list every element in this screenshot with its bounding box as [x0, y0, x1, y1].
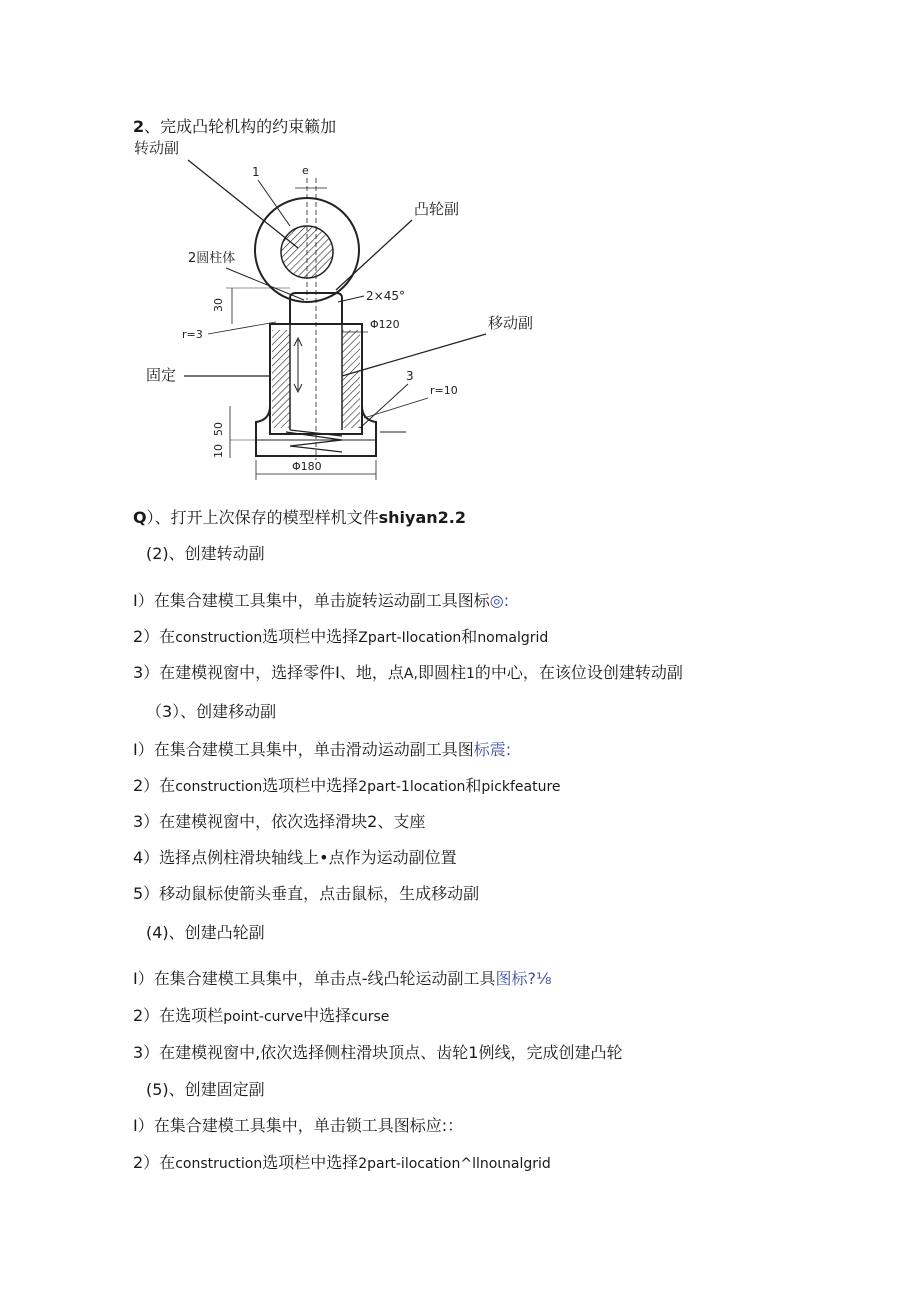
section-2-title-text: (2)、创建转动副 [146, 544, 265, 563]
s2-item-1-text: I）在集合建模工具集中，单击旋转运动副工具图标 [133, 591, 490, 610]
heading-number: 2 [133, 117, 145, 136]
s4-i2-c: 中选择 [303, 1006, 352, 1025]
step-1-text: ）、打开上次保存的模型样机文件 [146, 508, 379, 527]
label-revolute-joint: 转动副 [134, 140, 180, 157]
label-part-1: 1 [252, 165, 260, 179]
s2-i2-f: nomalgrid [477, 630, 549, 646]
cam-mechanism-figure [130, 140, 540, 485]
dim-10: 10 [212, 444, 225, 458]
label-cylinder: 2圆柱体 [188, 251, 236, 266]
s2-item-2 [133, 627, 548, 648]
s3-item-3 [133, 812, 425, 832]
dim-50: 50 [212, 422, 225, 436]
s2-i2-d: Zpart-Ilocation [358, 630, 462, 646]
s5-item-1 [133, 1116, 463, 1136]
label-phi180: Φ180 [292, 460, 322, 473]
label-r10: r=10 [430, 384, 458, 397]
s3-i2-c: 选项栏中选择 [262, 776, 359, 795]
section-4-title-text: (4)、创建凸轮副 [146, 923, 265, 942]
dim-30: 30 [212, 298, 225, 312]
section-heading [133, 117, 336, 137]
step-1-prefix: Q [133, 508, 147, 527]
housing-wall-right [342, 330, 360, 428]
section-3-title [146, 702, 276, 722]
label-r3: r=3 [182, 328, 203, 341]
s3-item-5 [133, 884, 479, 904]
s3-i2-e: 和 [465, 776, 482, 795]
s5-i2-c: 选项栏中选择 [262, 1153, 359, 1172]
s5-item-1-text: I）在集合建模工具集中，单击锁工具图标应:： [133, 1116, 464, 1135]
s2-i2-e: 和 [461, 627, 478, 646]
section-5-title [146, 1080, 265, 1100]
housing-wall-left [272, 330, 290, 428]
s2-i2-a: 2）在 [133, 627, 176, 646]
s2-i2-c: 选项栏中选择 [262, 627, 359, 646]
s4-item-1-text: I）在集合建模工具集中，单击点-线凸轮运动副工具 [133, 969, 496, 988]
s2-i2-b: construction [175, 630, 263, 646]
heading-text: 、完成凸轮机构的约束籁加 [144, 117, 337, 136]
label-slide-joint: 移动副 [488, 314, 534, 332]
label-phi120: Φ120 [370, 318, 400, 331]
s2-i3-d: 1 [465, 666, 475, 682]
label-part-3: 3 [406, 369, 414, 383]
s3-item-4 [133, 848, 457, 868]
s3-item-2 [133, 776, 561, 797]
s4-i2-a: 2）在选项栏 [133, 1006, 224, 1025]
step-1-filename: shiyan2.2 [378, 508, 466, 527]
s2-i3-a: 3）在建模视窗中，选择零件I、地，点 [133, 663, 404, 682]
s3-i2-b: construction [175, 779, 263, 795]
s4-item-3 [133, 1043, 622, 1063]
s2-i3-e: 的中心，在该位设创建转动副 [474, 663, 683, 682]
section-4-title [146, 923, 265, 943]
section-5-title-text: (5)、创建固定副 [146, 1080, 265, 1099]
s2-item-3 [133, 663, 683, 684]
s3-i2-a: 2）在 [133, 776, 176, 795]
s3-i2-d: 2part-1location [358, 779, 466, 795]
cam-tool-icon: 图标?⅛ [495, 969, 552, 988]
s4-i2-d: curse [351, 1009, 390, 1025]
revolute-tool-icon: ◎: [489, 591, 510, 610]
s3-item-4-text: 4）选择点例柱滑块轴线上•点作为运动副位置 [133, 848, 457, 867]
s3-i2-f: pickfeature [481, 779, 561, 795]
s5-i2-d: 2part-ilocation^llnoιnalgrid [358, 1156, 551, 1172]
s2-i3-b: A, [403, 666, 418, 682]
step-1 [133, 508, 466, 528]
s4-item-2 [133, 1006, 389, 1027]
section-2-title [146, 544, 265, 564]
s5-i2-b: construction [175, 1156, 263, 1172]
s2-i3-c: 即圆柱 [417, 663, 466, 682]
s3-item-3-text: 3）在建模视窗中，依次选择滑块2、支座 [133, 812, 426, 831]
label-eccentricity: e [302, 164, 309, 177]
label-cam-joint: 凸轮副 [414, 200, 460, 218]
label-fixed: 固定 [146, 366, 177, 384]
label-chamfer: 2×45° [366, 289, 405, 303]
s5-item-2 [133, 1153, 551, 1174]
s4-i2-b: point-curve [223, 1009, 304, 1025]
s4-item-1 [133, 969, 552, 989]
s3-item-1-text: I）在集合建模工具集中，单击滑动运动副工具图 [133, 740, 474, 759]
s3-item-1 [133, 740, 511, 760]
s5-i2-a: 2）在 [133, 1153, 176, 1172]
s3-item-5-text: 5）移动鼠标使箭头垂直，点击鼠标，生成移动副 [133, 884, 480, 903]
cam-shaft [281, 226, 333, 278]
s4-item-3-text: 3）在建模视窗中,依次选择侧柱滑块顶点、齿轮1例线，完成创建凸轮 [133, 1043, 623, 1062]
s2-item-1 [133, 591, 509, 611]
section-3-title-text: （3）、创建移动副 [146, 702, 277, 721]
slide-tool-icon: 标震: [473, 740, 512, 759]
